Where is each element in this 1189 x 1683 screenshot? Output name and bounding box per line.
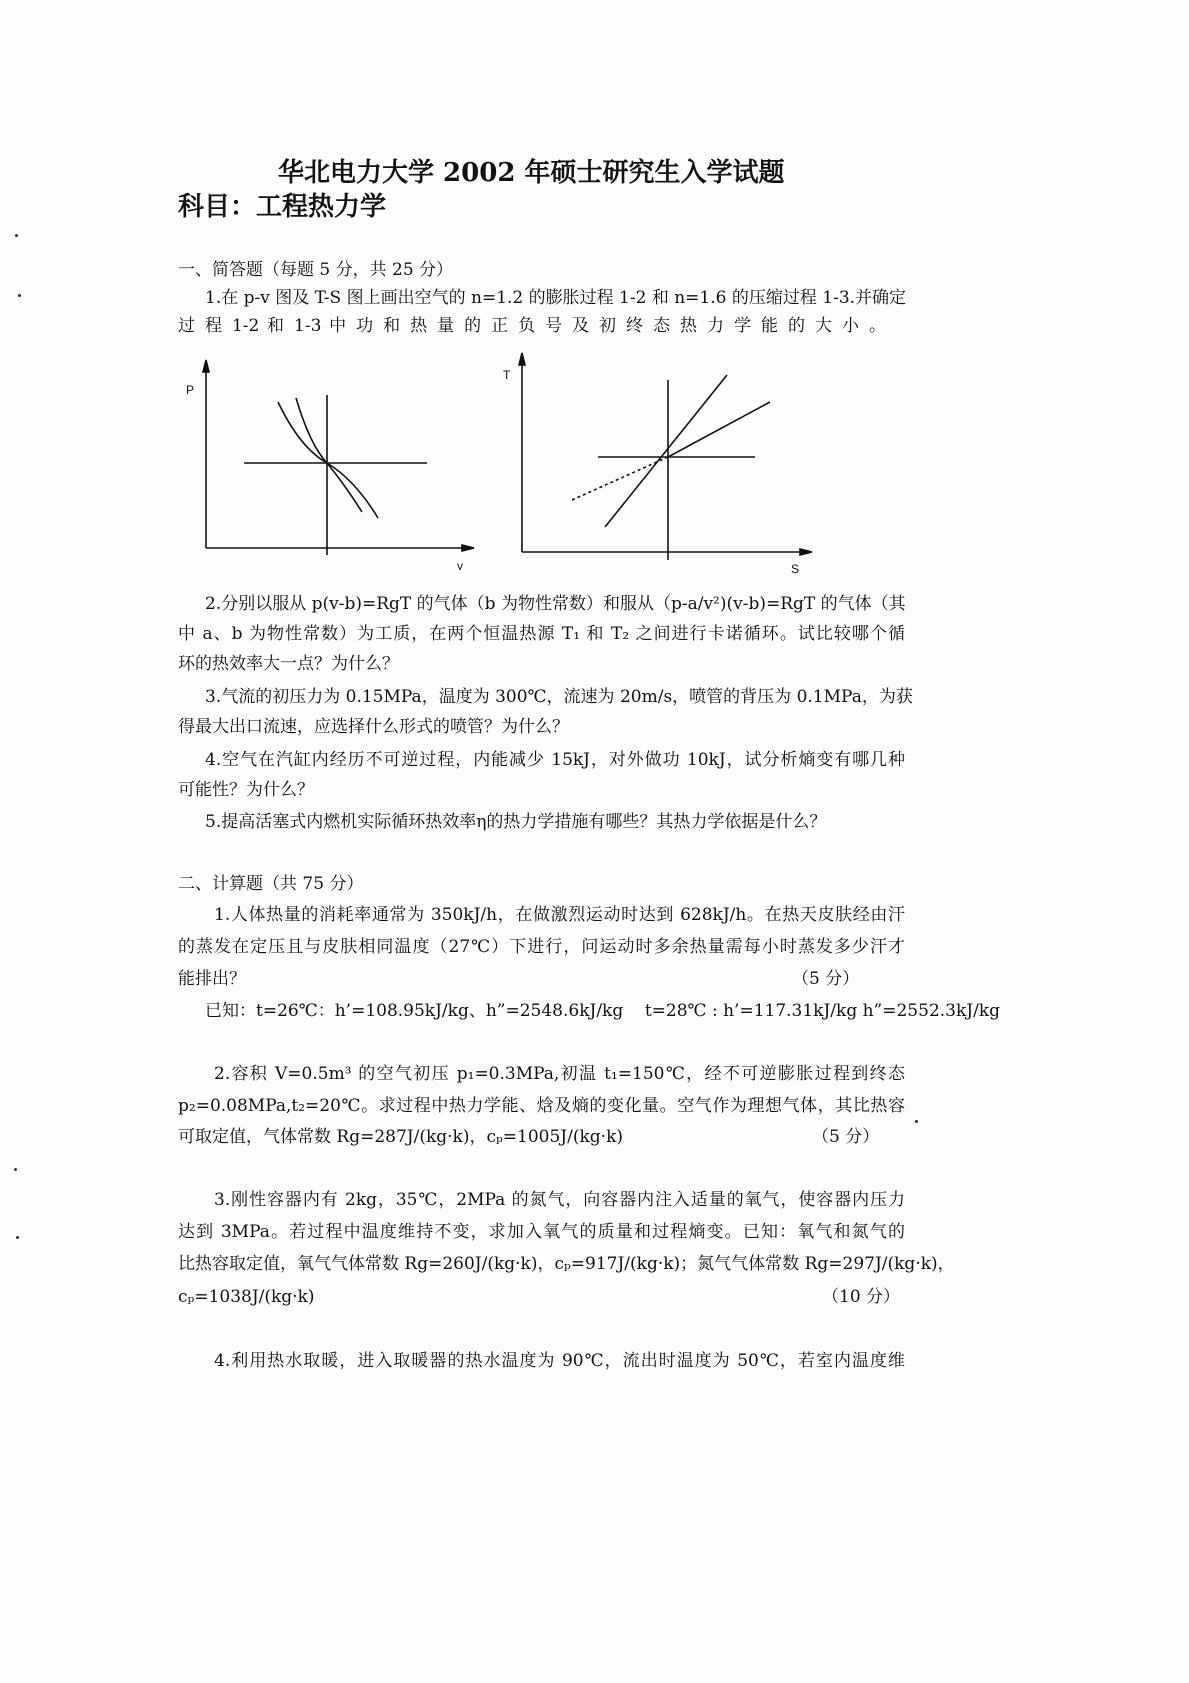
ts-y-label: T [503,368,511,382]
pv-curve-n1.6 [296,398,362,512]
s1-q1-line1: 1.在 p-v 图及 T-S 图上画出空气的 n=1.2 的膨胀过程 1-2 和 n=1.6 的压缩过程 1-3.并确定 [205,288,907,308]
pv-x-label: v [457,559,463,573]
ts-line-dashed [572,457,668,500]
s2-q1-line2: 的蒸发在定压且与皮肤相同温度（27℃）下进行，问运动时多余热量需每小时蒸发多少汗才 [178,937,905,957]
s2-q3-line2: 达到 3MPa。若过程中温度维持不变，求加入氧气的质量和过程熵变。已知：氧气和氮气的 [178,1222,905,1242]
pv-y-arrow [203,360,209,372]
s1-q3-line2: 得最大出口流速，应选择什么形式的喷管？为什么？ [178,717,569,737]
s2-q2-line2: p₂=0.08MPa,t₂=20℃。求过程中热力学能、焓及熵的变化量。空气作为理想气体，其比热容 [178,1096,905,1116]
scan-speck [18,294,21,297]
s2-q2-line1: 2.容积 V=0.5m³ 的空气初压 p₁=0.3MPa,初温 t₁=150℃，经不可逆膨胀过程到终态 [214,1064,905,1084]
exam-title: 华北电力大学 2002 年硕士研究生入学试题 [278,158,785,188]
process-diagrams [0,0,1189,620]
s2-q3-line4: cₚ=1038J/(kg·k) [178,1287,315,1307]
section2-heading: 二、计算题（共 75 分） [178,874,364,894]
scan-speck [915,1120,918,1123]
scan-speck [14,1168,17,1171]
s1-q5-line1: 5.提高活塞式内燃机实际循环热效率η的热力学措施有哪些？其热力学依据是什么？ [205,812,827,832]
s2-q2-line3: 可取定值，气体常数 Rg=287J/(kg·k)，cₚ=1005J/(kg·k) [178,1127,623,1147]
s2-q1-line1: 1.人体热量的消耗率通常为 350kJ/h，在做激烈运动时达到 628kJ/h。在热天皮肤经由汗 [214,905,905,925]
s1-q2-line3: 环的热效率大一点？为什么？ [178,654,399,674]
scan-speck [16,1236,19,1239]
exam-subject: 科目：工程热力学 [178,192,387,222]
s2-q1-line3: 能排出？ [178,969,246,989]
s2-q3-line1: 3.刚性容器内有 2kg，35℃，2MPa 的氮气，向容器内注入适量的氧气，使容器内压力 [214,1190,905,1210]
s2-q1-given: 已知：t=26℃：h’=108.95kJ/kg、h”=2548.6kJ/kg t=28℃ : h’=117.31kJ/kg h”=2552.3kJ/kg [205,1001,1001,1021]
s1-q1-line2: 过 程 1-2 和 1-3 中 功 和 热 量 的 正 负 号 及 初 终 态 热 力 学 能 的 大 小 。 [178,316,886,336]
s2-q2-score: （5 分） [812,1127,880,1147]
s1-q4-line1: 4.空气在汽缸内经历不可逆过程，内能减少 15kJ，对外做功 10kJ，试分析熵变有哪几种 [205,750,905,770]
pv-x-arrow [462,545,474,551]
ts-y-arrow [519,353,525,365]
ts-x-arrow [800,549,812,555]
ts-line-steep [605,375,727,527]
s1-q2-line1: 2.分别以服从 p(v-b)=RgT 的气体（b 为物性常数）和服从（p-a/v²)(v-b)=RgT 的气体（其 [205,594,906,614]
ts-x-label: S [791,562,800,576]
pv-y-label: P [186,383,195,397]
s1-q4-line2: 可能性？为什么？ [178,780,314,800]
s1-q2-line2: 中 a、b 为物性常数）为工质，在两个恒温热源 T₁ 和 T₂ 之间进行卡诺循环。试比较哪个循 [178,624,905,644]
ts-diagram [519,353,812,560]
scan-speck [15,234,18,237]
s2-q1-score: （5 分） [792,969,860,989]
s2-q3-score: （10 分） [822,1287,901,1307]
s2-q4-line1: 4.利用热水取暖，进入取暖器的热水温度为 90℃，流出时温度为 50℃，若室内温度维 [214,1351,905,1371]
section1-heading: 一、简答题（每题 5 分，共 25 分） [178,260,454,280]
pv-curve-n1.2 [278,402,378,518]
s1-q3-line1: 3.气流的初压力为 0.15MPa，温度为 300℃，流速为 20m/s，喷管的背压为 0.1MPa，为获 [205,687,913,707]
s2-q3-line3: 比热容取定值，氧气气体常数 Rg=260J/(kg·k)，cₚ=917J/(kg·k)；氮气气体常数 Rg=297J/(kg·k)， [178,1254,955,1274]
pv-diagram [203,360,474,555]
